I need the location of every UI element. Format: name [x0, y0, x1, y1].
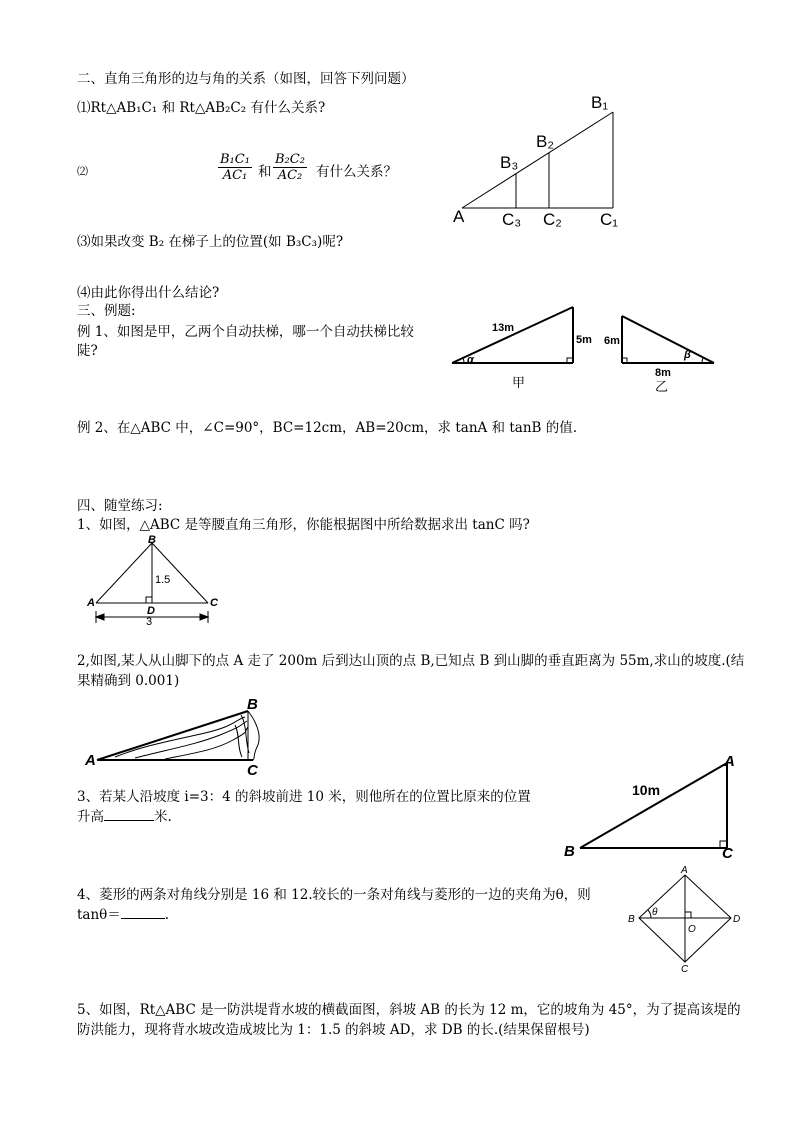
label-a: A: [453, 207, 465, 226]
leg-label: 5m: [576, 334, 592, 346]
example-2: 例 2、在△ABC 中，∠C=90°，BC=12cm，AB=20cm，求 tanA 和 tanB 的值.: [77, 420, 578, 436]
label-b1: B₁: [591, 93, 609, 112]
practice-4-prefix: tanθ＝: [77, 907, 121, 923]
practice-4-suffix: .: [164, 907, 170, 923]
label-c1: C₁: [600, 210, 619, 229]
fraction-b1c1-ac1: [218, 152, 252, 183]
answer-blank[interactable]: [104, 820, 154, 821]
escalator-jia-figure: [448, 305, 592, 395]
base-label: 3: [146, 616, 153, 628]
label-b2: B₂: [536, 132, 554, 151]
practice-4-line-1: 4、菱形的两条对角线分别是 16 和 12.较长的一条对角线与菱形的一边的夹角为θ，则: [77, 887, 591, 903]
section3-heading: 三、例题:: [77, 303, 136, 319]
fraction-numerator: B₁C₁: [220, 152, 250, 167]
rhombus-figure: [620, 862, 750, 977]
question-3: ⑶如果改变 B₂ 在梯子上的位置(如 B₃C₃)呢?: [77, 234, 344, 250]
answer-blank[interactable]: [121, 918, 165, 919]
practice-3-prefix: 升高: [77, 809, 104, 825]
angle-alpha-label: α: [467, 354, 474, 366]
label-c3: C₃: [502, 210, 522, 229]
label-c: C: [722, 845, 733, 862]
leg-label: 6m: [604, 335, 620, 347]
label-c: C: [247, 762, 258, 779]
isosceles-triangle-figure: [78, 533, 228, 628]
hypotenuse-label: 10m: [632, 782, 661, 798]
example-1-line-1: 例 1、如图是甲，乙两个自动扶梯，哪一个自动扶梯比较: [77, 324, 414, 340]
label-o: O: [688, 924, 696, 935]
label-b: B: [628, 914, 635, 925]
label-a: A: [87, 597, 95, 609]
label-b: B: [564, 843, 575, 860]
hypotenuse-label: 13m: [492, 322, 515, 334]
fraction-b2c2-ac2: [273, 152, 307, 183]
label-a: A: [681, 865, 688, 876]
label-b: B: [148, 534, 156, 546]
label-a: A: [85, 752, 96, 769]
practice-4-line-2: [77, 906, 169, 924]
practice-1: 1、如图，△ABC 是等腰直角三角形，你能根据图中所给数据求出 tanC 吗?: [77, 517, 530, 533]
practice-5-line-2: 防洪能力，现将背水坡改造成坡比为 1：1.5 的斜坡 AD，求 DB 的长.(结果保留根号): [77, 1022, 590, 1038]
fraction-denominator: AC₂: [277, 168, 303, 183]
practice-2-line-2: 果精确到 0.001): [77, 673, 180, 689]
question-2-and: 和: [258, 164, 272, 180]
practice-2-line-1: 2,如图,某人从山脚下的点 A 走了 200m 后到达山顶的点 B,已知点 B 到山脚的垂直距离为 55m,求山的坡度.(结: [77, 653, 745, 669]
figure-name-yi: 乙: [655, 379, 669, 394]
angle-theta-label: θ: [652, 907, 658, 918]
label-c: C: [210, 597, 218, 609]
example-1-line-2: 陡?: [77, 343, 98, 359]
label-a: A: [724, 753, 735, 770]
base-label: 8m: [655, 367, 671, 379]
similar-triangles-figure: [445, 88, 635, 233]
figure-name-jia: 甲: [512, 375, 526, 390]
slope-triangle-figure: [560, 752, 750, 862]
practice-5-line-1: 5、如图，Rt△ABC 是一防洪堤背水坡的横截面图，斜坡 AB 的长为 12 m，它的坡角为 45°，为了提高该堤的: [77, 1002, 741, 1018]
escalator-yi-figure: [600, 312, 720, 397]
label-d: D: [147, 605, 155, 617]
question-2-tail: 有什么关系？: [316, 164, 397, 180]
fraction-numerator: B₂C₂: [275, 152, 305, 167]
label-c: C: [681, 964, 689, 975]
label-d: D: [733, 914, 741, 925]
practice-3-line-2: [77, 808, 172, 826]
height-label: 1.5: [155, 574, 171, 586]
angle-beta-label: β: [684, 349, 691, 361]
question-2-number: ⑵: [77, 165, 88, 178]
practice-3-line-1: 3、若某人沿坡度 i=3：4 的斜坡前进 10 米，则他所在的位置比原来的位置: [77, 789, 531, 805]
label-b3: B₃: [500, 153, 519, 172]
mountain-slope-figure: [85, 695, 275, 780]
practice-3-suffix: 米.: [154, 809, 172, 825]
question-1: ⑴Rt△AB₁C₁ 和 Rt△AB₂C₂ 有什么关系?: [77, 100, 326, 116]
section2-heading: 二、直角三角形的边与角的关系（如图，回答下列问题）: [77, 71, 415, 87]
label-b: B: [247, 696, 258, 713]
section4-heading: 四、随堂练习:: [77, 498, 163, 514]
question-4: ⑷由此你得出什么结论?: [77, 285, 220, 301]
label-c2: C₂: [543, 210, 562, 229]
fraction-denominator: AC₁: [222, 168, 248, 183]
